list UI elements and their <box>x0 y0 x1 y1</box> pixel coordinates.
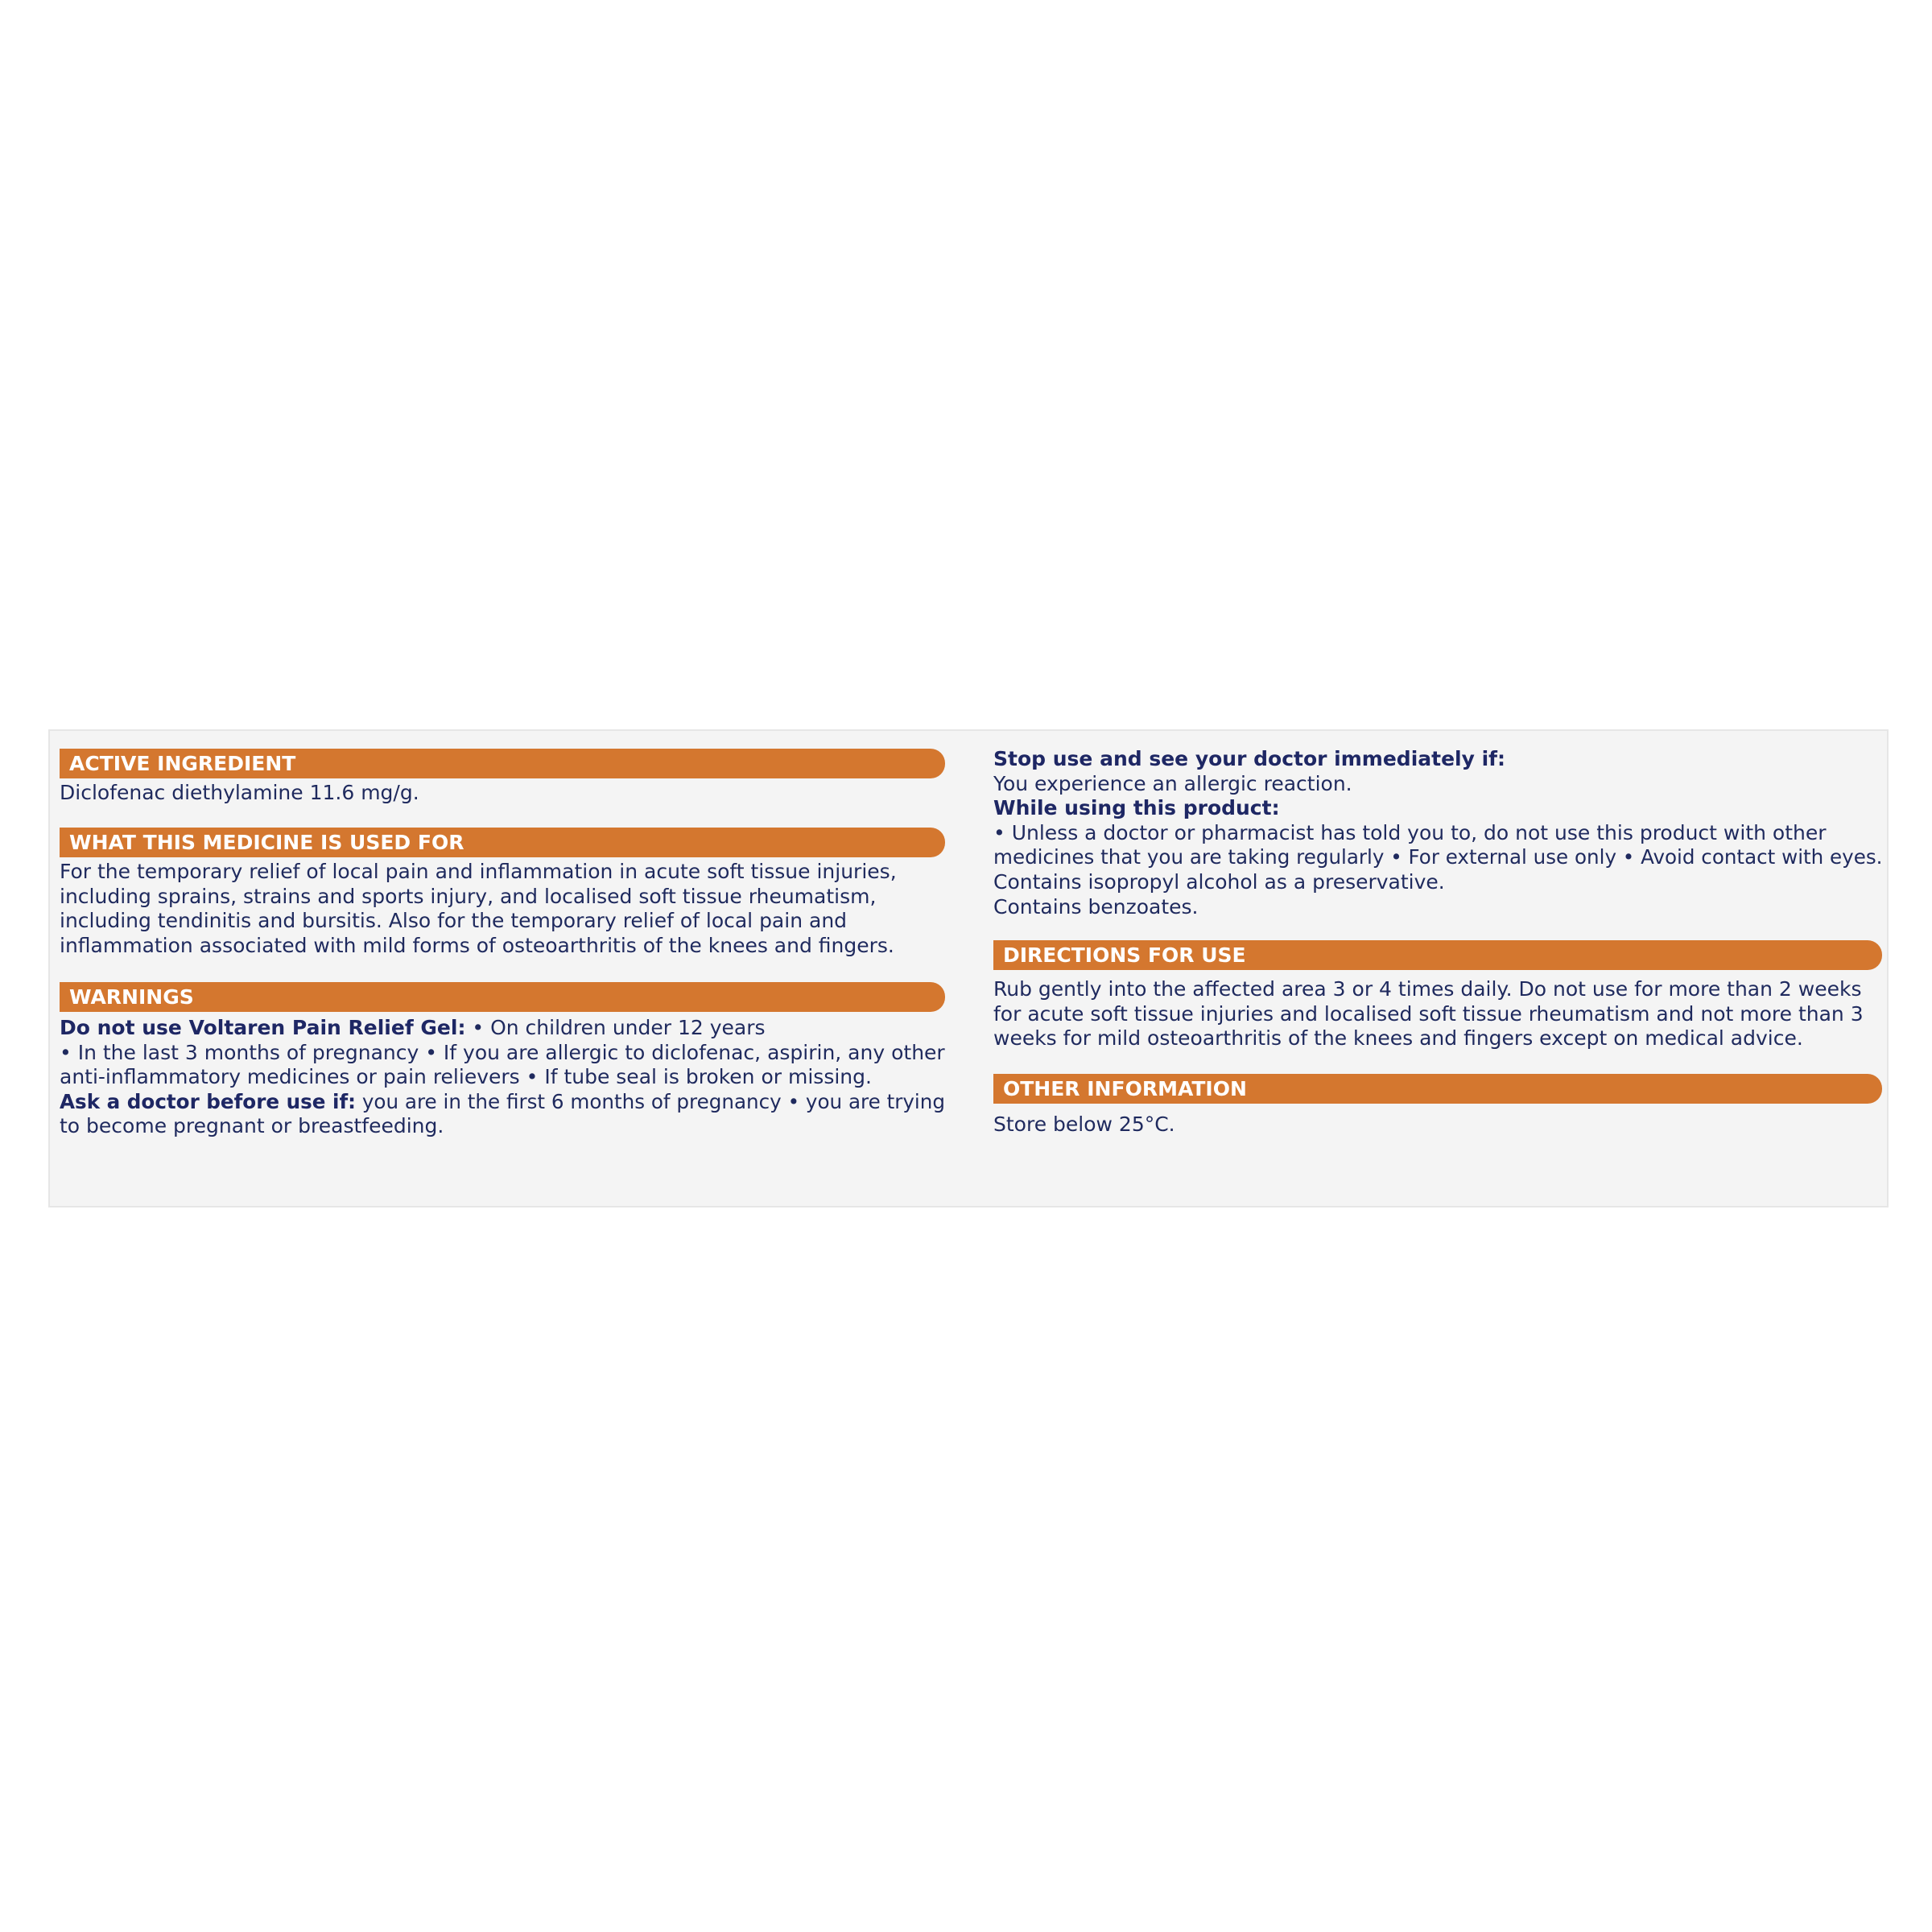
stop-use-text: Stop use and see your doctor immediately if: You experience an allergic reaction. While using this product: • Unless a doctor or pharmacist has told you to, do not use this product with other medicines that you are taking regularly • For external use only • Avoid contact with eyes. Contains isopropyl alcohol as a preservative. Contains benzoates. <box>993 747 1883 919</box>
ask-doctor-label: Ask a doctor before use if: <box>60 1089 357 1113</box>
do-not-use-label: Do not use Voltaren Pain Relief Gel: <box>60 1016 466 1039</box>
uses-text: For the temporary relief of local pain and inflammation in acute soft tissue injuries, including sprains, strains and sports injury, and localised soft tissue rheumatism, including tendinitis and bursitis. Also for the temporary relief of local pain and inflammation associated with mild forms of osteoarthritis of the knees and fingers. <box>60 860 897 957</box>
warnings-text: Do not use Voltaren Pain Relief Gel: • On children under 12 years • In the last 3 months of pregnancy • If you are allergic to diclofenac, aspirin, any other anti-inflammatory medicines or pain relievers • If tube seal is broken or missing. Ask a doctor before use if: you are in the first 6 months of pregnancy • you are trying to become pregnant or breastfeeding. <box>60 1016 945 1138</box>
active-ingredient-heading: ACTIVE INGREDIENT <box>60 749 945 778</box>
other-info-text: Store below 25°C. <box>993 1113 1175 1136</box>
directions-heading: DIRECTIONS FOR USE <box>993 940 1882 970</box>
while-using-label: While using this product: <box>993 796 1280 820</box>
stop-use-label: Stop use and see your doctor immediately if: <box>993 747 1506 770</box>
warnings-heading: WARNINGS <box>60 982 945 1012</box>
directions-text: Rub gently into the affected area 3 or 4 times daily. Do not use for more than 2 weeks for acute soft tissue injuries and localised soft tissue rheumatism and not more than 3 weeks for mild osteoarthritis of the knees and fingers except on medical advice. <box>993 977 1864 1051</box>
product-information-panel <box>48 729 1889 1208</box>
active-ingredient-text: Diclofenac diethylamine 11.6 mg/g. <box>60 781 419 804</box>
uses-heading: WHAT THIS MEDICINE IS USED FOR <box>60 828 945 857</box>
other-info-heading: OTHER INFORMATION <box>993 1074 1882 1104</box>
